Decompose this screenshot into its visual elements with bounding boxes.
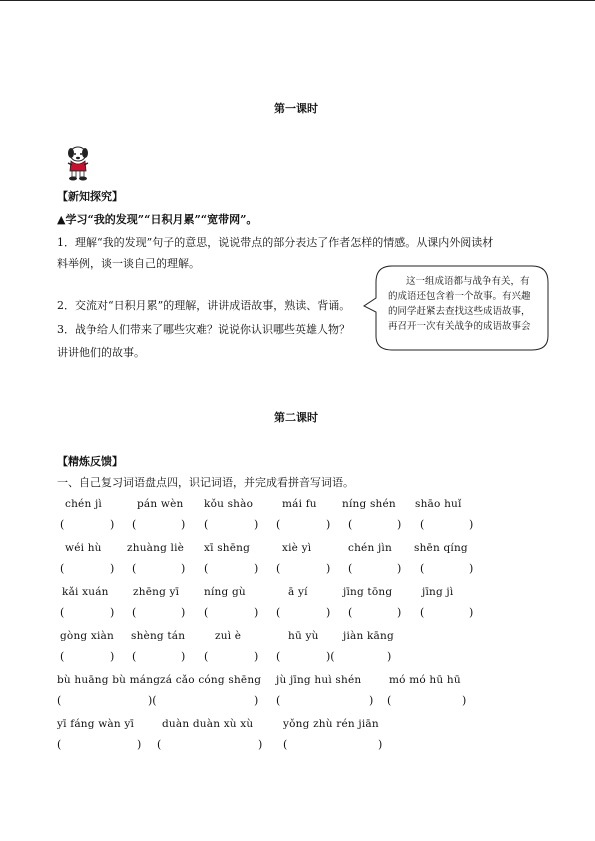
pinyin-item: chén jìn: [348, 542, 392, 554]
answer-paren[interactable]: ): [397, 606, 402, 619]
exercise-instruction: 一、自己复习词语盘点四，识记词语，并完成看拼音写词语。: [57, 476, 354, 489]
answer-paren[interactable]: ): [254, 694, 259, 707]
answer-paren[interactable]: (: [132, 518, 137, 531]
answer-paren[interactable]: ): [181, 606, 186, 619]
answer-paren[interactable]: (: [387, 694, 392, 707]
answer-paren[interactable]: (: [132, 606, 137, 619]
pinyin-item: zhēng yī: [133, 586, 180, 598]
pinyin-item: mó mó hū hū: [389, 674, 461, 686]
answer-paren[interactable]: ): [462, 694, 467, 707]
answer-paren[interactable]: (: [276, 518, 281, 531]
section-practice-feedback: 【精炼反馈】: [57, 455, 123, 468]
pinyin-item: kǒu shào: [204, 498, 254, 510]
pinyin-item: zhuàng liè: [127, 542, 185, 554]
answer-paren[interactable]: ): [110, 518, 115, 531]
pinyin-item: níng shén: [342, 498, 396, 510]
answer-paren[interactable]: ): [397, 518, 402, 531]
top-rule: [0, 0, 595, 1]
answer-paren[interactable]: (: [132, 650, 137, 663]
pinyin-item: níng gù: [204, 586, 246, 598]
answer-paren[interactable]: (: [60, 518, 65, 531]
answer-paren[interactable]: ): [326, 606, 331, 619]
answer-paren[interactable]: ): [254, 606, 259, 619]
answer-paren[interactable]: ): [110, 562, 115, 575]
answer-paren[interactable]: (: [132, 562, 137, 575]
item1-line1: 1．理解“我的发现”句子的意思，说说带点的部分表达了作者怎样的情感。从课内外阅读材: [57, 236, 494, 249]
pinyin-item: yī fáng wàn yī: [57, 718, 135, 730]
pinyin-item: zuì è: [215, 630, 242, 642]
pinyin-item: jīng jì: [422, 586, 454, 598]
answer-paren[interactable]: (: [420, 518, 425, 531]
speech-bubble-text: 这一组成语都与战争有关，有的成语还包含着一个故事。有兴趣的同学赶紧去查找这些成语故事，再召开一次有关战争的成语故事会: [388, 276, 531, 332]
pinyin-item: jīng tōng: [343, 586, 393, 598]
answer-paren[interactable]: ): [137, 738, 142, 751]
answer-paren[interactable]: ): [110, 650, 115, 663]
pinyin-item: gòng xiàn: [60, 630, 114, 642]
item2: 2．交流对“日积月累”的理解，讲讲成语故事，熟读、背诵。: [57, 299, 351, 312]
answer-paren[interactable]: (: [276, 694, 281, 707]
answer-paren[interactable]: ): [181, 650, 186, 663]
answer-paren[interactable]: ): [397, 562, 402, 575]
answer-paren[interactable]: )(: [148, 694, 157, 707]
pinyin-item: shāo huǐ: [415, 498, 462, 510]
pinyin-item: yǒng zhù rén jiān: [283, 718, 379, 730]
answer-paren[interactable]: (: [60, 650, 65, 663]
answer-paren[interactable]: ): [258, 738, 263, 751]
answer-paren[interactable]: (: [60, 606, 65, 619]
answer-paren[interactable]: )(: [326, 650, 335, 663]
answer-paren[interactable]: ): [254, 518, 259, 531]
answer-paren[interactable]: (: [204, 606, 209, 619]
item3-line1: 3．战争给人们带来了哪些灾难？说说你认识哪些英雄人物？: [57, 323, 350, 336]
section-new-knowledge: 【新知探究】: [57, 190, 123, 203]
answer-paren[interactable]: (: [276, 562, 281, 575]
answer-paren[interactable]: ): [369, 694, 374, 707]
pinyin-item: chén jì: [65, 498, 102, 510]
answer-paren[interactable]: (: [348, 518, 353, 531]
lesson1-heading: ▲学习“我的发现”“日积月累”“宽带网”。: [57, 213, 258, 226]
answer-paren[interactable]: (: [204, 562, 209, 575]
answer-paren[interactable]: ): [181, 562, 186, 575]
pinyin-item: shèng tán: [131, 630, 186, 642]
pinyin-item: mái fu: [282, 498, 317, 510]
answer-paren[interactable]: ): [254, 650, 259, 663]
answer-paren[interactable]: (: [420, 562, 425, 575]
answer-paren[interactable]: (: [276, 606, 281, 619]
answer-paren[interactable]: (: [348, 606, 353, 619]
answer-paren[interactable]: (: [57, 694, 62, 707]
answer-paren[interactable]: ): [110, 606, 115, 619]
pinyin-item: bù huāng bù máng: [57, 674, 161, 686]
answer-paren[interactable]: (: [157, 738, 162, 751]
pinyin-item: kǎi xuán: [62, 586, 109, 598]
answer-paren[interactable]: ): [181, 518, 186, 531]
pinyin-item: pán wèn: [137, 498, 184, 510]
pinyin-item: zá cǎo cóng shēng: [160, 674, 262, 686]
pinyin-item: xiè yì: [282, 542, 312, 554]
answer-paren[interactable]: (: [348, 562, 353, 575]
answer-paren[interactable]: (: [204, 650, 209, 663]
pinyin-item: shēn qíng: [414, 542, 468, 554]
item1-line2: 料举例，谈一谈自己的理解。: [57, 257, 200, 270]
pinyin-item: hū yù: [288, 630, 319, 642]
pinyin-item: jù jīng huì shén: [276, 674, 362, 686]
answer-paren[interactable]: ): [387, 650, 392, 663]
lesson2-title: 第二课时: [274, 411, 318, 424]
answer-paren[interactable]: (: [204, 518, 209, 531]
answer-paren[interactable]: ): [469, 606, 474, 619]
cartoon-mascot-icon: [62, 145, 94, 181]
answer-paren[interactable]: ): [326, 562, 331, 575]
answer-paren[interactable]: ): [378, 738, 383, 751]
answer-paren[interactable]: (: [283, 738, 288, 751]
answer-paren[interactable]: (: [420, 606, 425, 619]
answer-paren[interactable]: (: [60, 562, 65, 575]
answer-paren[interactable]: ): [326, 518, 331, 531]
answer-paren[interactable]: ): [469, 518, 474, 531]
item3-line2: 讲讲他们的故事。: [57, 346, 145, 359]
answer-paren[interactable]: (: [57, 738, 62, 751]
pinyin-item: wéi hù: [65, 542, 102, 554]
pinyin-item: ā yí: [288, 586, 308, 598]
answer-paren[interactable]: ): [469, 562, 474, 575]
pinyin-item: jiàn kāng: [343, 630, 394, 642]
lesson1-title: 第一课时: [274, 102, 318, 115]
answer-paren[interactable]: ): [254, 562, 259, 575]
pinyin-item: duàn duàn xù xù: [162, 718, 254, 730]
answer-paren[interactable]: (: [276, 650, 281, 663]
pinyin-item: xī shēng: [204, 542, 251, 554]
